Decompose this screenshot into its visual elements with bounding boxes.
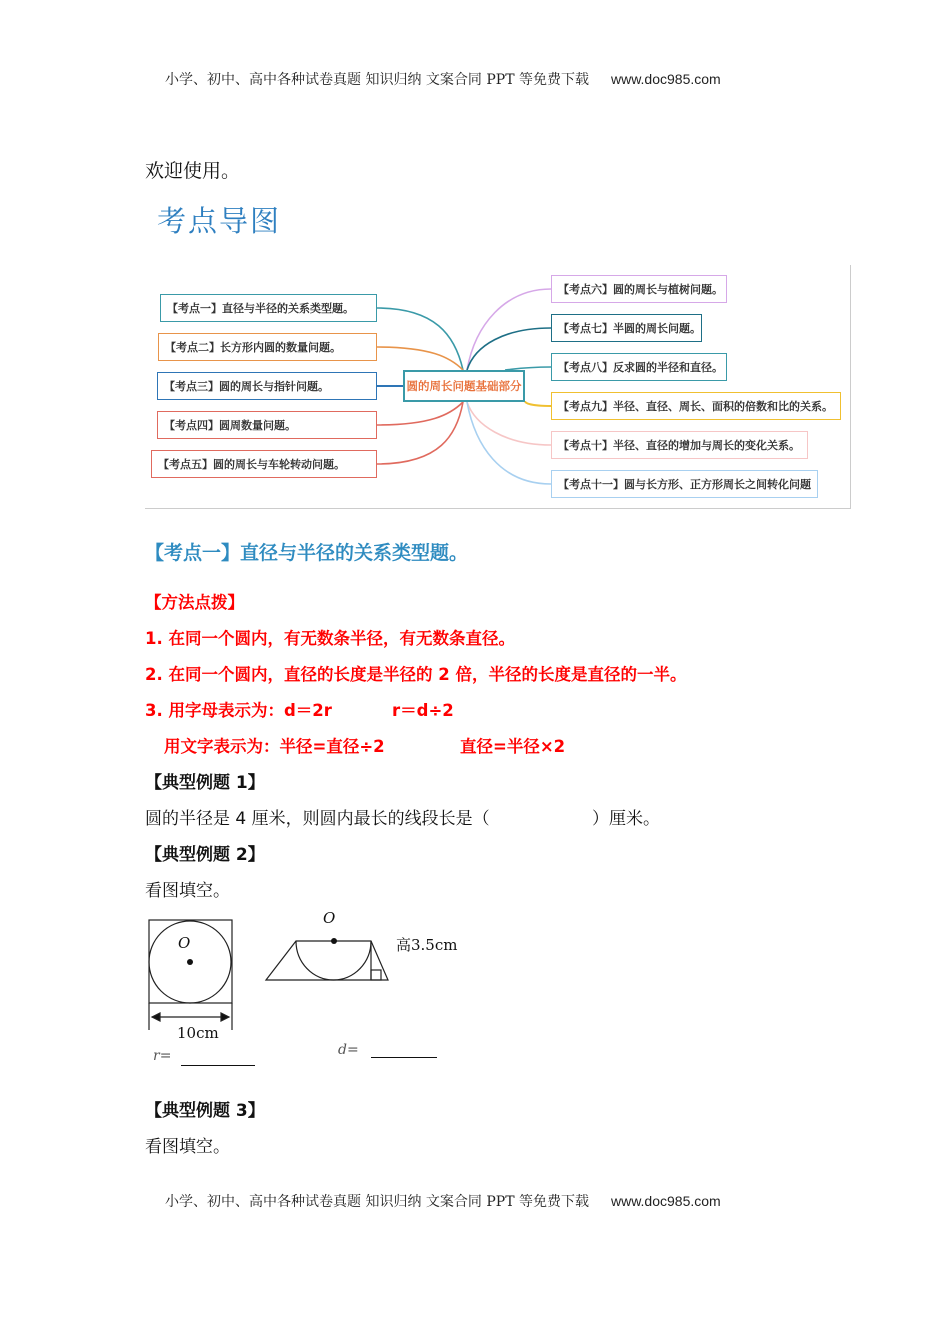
height-label: 高3.5cm xyxy=(396,936,458,954)
mindmap-node-left-5: 【考点五】圆的周长与车轮转动问题。 xyxy=(151,450,377,478)
r-label: r= xyxy=(153,1048,172,1064)
welcome-text: 欢迎使用。 xyxy=(145,160,241,182)
method-4b: 直径=半径×2 xyxy=(460,737,566,756)
footer-url[interactable]: www.doc985.com xyxy=(610,1193,721,1209)
center-point xyxy=(187,959,193,965)
d-answer-blank[interactable] xyxy=(371,1057,437,1058)
mindmap-node-right-10: 【考点十】半径、直径的增加与周长的变化关系。 xyxy=(551,431,808,459)
mind-map xyxy=(145,265,851,509)
map-title: 考点导图 xyxy=(157,204,282,238)
mindmap-center-node: 圆的周长问题基础部分 xyxy=(403,370,525,402)
mindmap-node-left-3: 【考点三】圆的周长与指针问题。 xyxy=(157,372,377,400)
example-2-label: 【典型例题 2】 xyxy=(145,845,265,865)
semicircle-shape xyxy=(296,941,371,980)
example-3-label: 【典型例题 3】 xyxy=(145,1101,265,1121)
method-3a: 3. 用字母表示为：d＝2r xyxy=(145,701,332,720)
mindmap-node-left-1: 【考点一】直径与半径的关系类型题。 xyxy=(160,294,377,322)
example-3-text: 看图填空。 xyxy=(145,1137,230,1157)
method-4a: 用文字表示为：半径=直径÷2 xyxy=(164,737,385,756)
mindmap-node-right-11: 【考点十一】圆与长方形、正方形周长之间转化问题 xyxy=(551,470,818,498)
example-1-end: ）厘米。 xyxy=(592,809,660,829)
example-2-figure xyxy=(140,900,480,1075)
trapezoid-shape xyxy=(266,941,388,980)
semicircle-center-label: O xyxy=(323,909,336,927)
example-1-text: 圆的半径是 4 厘米，则圆内最长的线段长是（ xyxy=(145,809,490,829)
mindmap-node-left-4: 【考点四】圆周数量问题。 xyxy=(157,411,377,439)
page-header xyxy=(165,69,721,89)
circle-center-label: O xyxy=(178,934,191,952)
mindmap-node-right-9: 【考点九】半径、直径、周长、面积的倍数和比的关系。 xyxy=(551,392,841,420)
mindmap-node-right-8: 【考点八】反求圆的半径和直径。 xyxy=(551,353,727,381)
width-label: 10cm xyxy=(177,1024,219,1042)
section-heading: 【考点一】直径与半径的关系类型题。 xyxy=(145,542,469,564)
method-1: 1. 在同一个圆内，有无数条半径，有无数条直径。 xyxy=(145,629,515,648)
d-label: d= xyxy=(338,1042,359,1058)
page-footer xyxy=(165,1191,721,1211)
method-2: 2. 在同一个圆内，直径的长度是半径的 2 倍，半径的长度是直径的一半。 xyxy=(145,665,687,684)
mindmap-node-right-7: 【考点七】半圆的周长问题。 xyxy=(551,314,702,342)
header-url[interactable]: www.doc985.com xyxy=(610,71,721,87)
example-1-label: 【典型例题 1】 xyxy=(145,773,265,793)
header-text: 小学、初中、高中各种试卷真题 知识归纳 文案合同 PPT 等免费下载 xyxy=(165,72,589,88)
method-3b: r＝d÷2 xyxy=(392,701,454,720)
example-2-text: 看图填空。 xyxy=(145,881,230,901)
r-answer-blank[interactable] xyxy=(181,1065,255,1066)
mindmap-node-right-6: 【考点六】圆的周长与植树问题。 xyxy=(551,275,727,303)
mindmap-node-left-2: 【考点二】长方形内圆的数量问题。 xyxy=(158,333,377,361)
method-label: 【方法点拨】 xyxy=(145,593,244,612)
footer-text: 小学、初中、高中各种试卷真题 知识归纳 文案合同 PPT 等免费下载 xyxy=(165,1194,589,1210)
